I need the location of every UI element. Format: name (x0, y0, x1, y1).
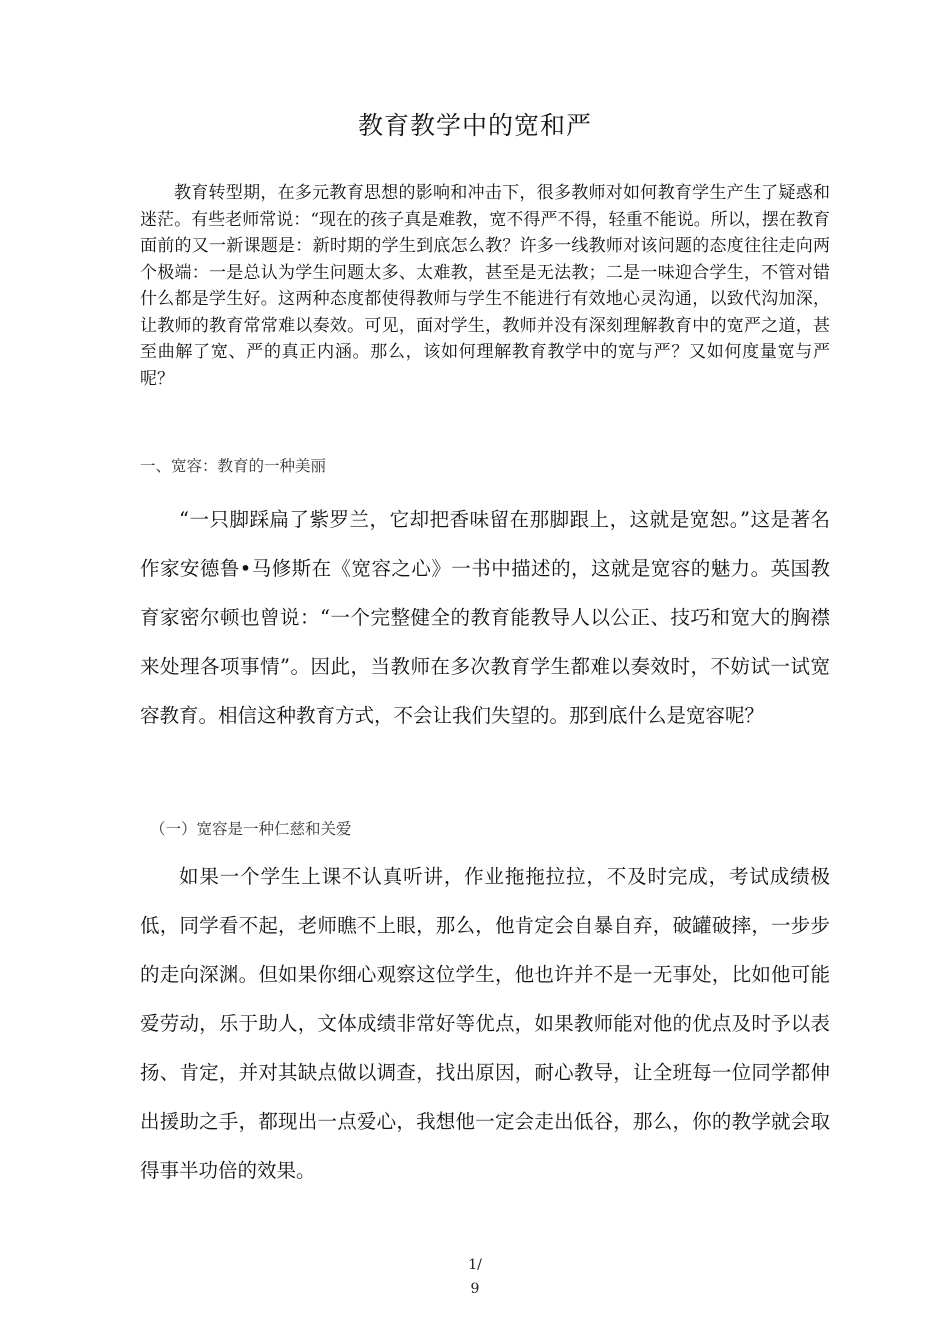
intro-paragraph: 教育转型期，在多元教育思想的影响和冲击下，很多教师对如何教育学生产生了疑惑和迷茫。有些老师常说：“现在的孩子真是难教，宽不得严不得，轻重不能说。所以，摆在教育面前的又一新课题是：新时期的学生到底怎么教？许多一线教师对该问题的态度往往走向两个极端：一是总认为学生问题太多、太难教，甚至是无法教；二是一味迎合学生，不管对错什么都是学生好。这两种态度都使得教师与学生不能进行有效地心灵沟通，以致代沟加深，让教师的教育常常难以奏效。可见，面对学生，教师并没有深刻理解教育中的宽严之道，甚至曲解了宽、严的真正内涵。那么，该如何理解教育教学中的宽与严？又如何度量宽与严呢？ (140, 183, 830, 389)
document-title: 教育教学中的宽和严 (357, 111, 592, 140)
page-number (0, 1253, 950, 1301)
section-paragraph: “一只脚踩扁了紫罗兰，它却把香味留在那脚跟上，这就是宽恕。”这是著名作家安德鲁•马修斯在《宽容之心》一书中描述的，这就是宽容的魅力。英国教育家密尔顿也曾说：“一个完整健全的教育能教导人以公正、技巧和宽大的胸襟来处理各项事情”。因此，当教师在多次教育学生都难以奏效时，不妨试一试宽容教育。相信这种教育方式，不会让我们失望的。那到底什么是宽容呢？ (140, 508, 830, 727)
page-number-total: 9 (470, 1281, 480, 1297)
section-heading: 一、宽容：教育的一种美丽 (140, 457, 327, 475)
subsection-paragraph: 如果一个学生上课不认真听讲，作业拖拖拉拉，不及时完成，考试成绩极低，同学看不起，老师瞧不上眼，那么，他肯定会自暴自弃，破罐破摔，一步步的走向深渊。但如果你细心观察这位学生，他也许并不是一无事处，比如他可能爱劳动，乐于助人，文体成绩非常好等优点，如果教师能对他的优点及时予以表扬、肯定，并对其缺点做以调查，找出原因，耐心教导，让全班每一位同学都伸出援助之手，都现出一点爱心，我想他一定会走出低谷，那么，你的教学就会取得事半功倍的效果。 (140, 865, 830, 1182)
page-number-current: 1/ (468, 1257, 482, 1273)
subsection-heading: （一）宽容是一种仁慈和关爱 (150, 820, 352, 838)
